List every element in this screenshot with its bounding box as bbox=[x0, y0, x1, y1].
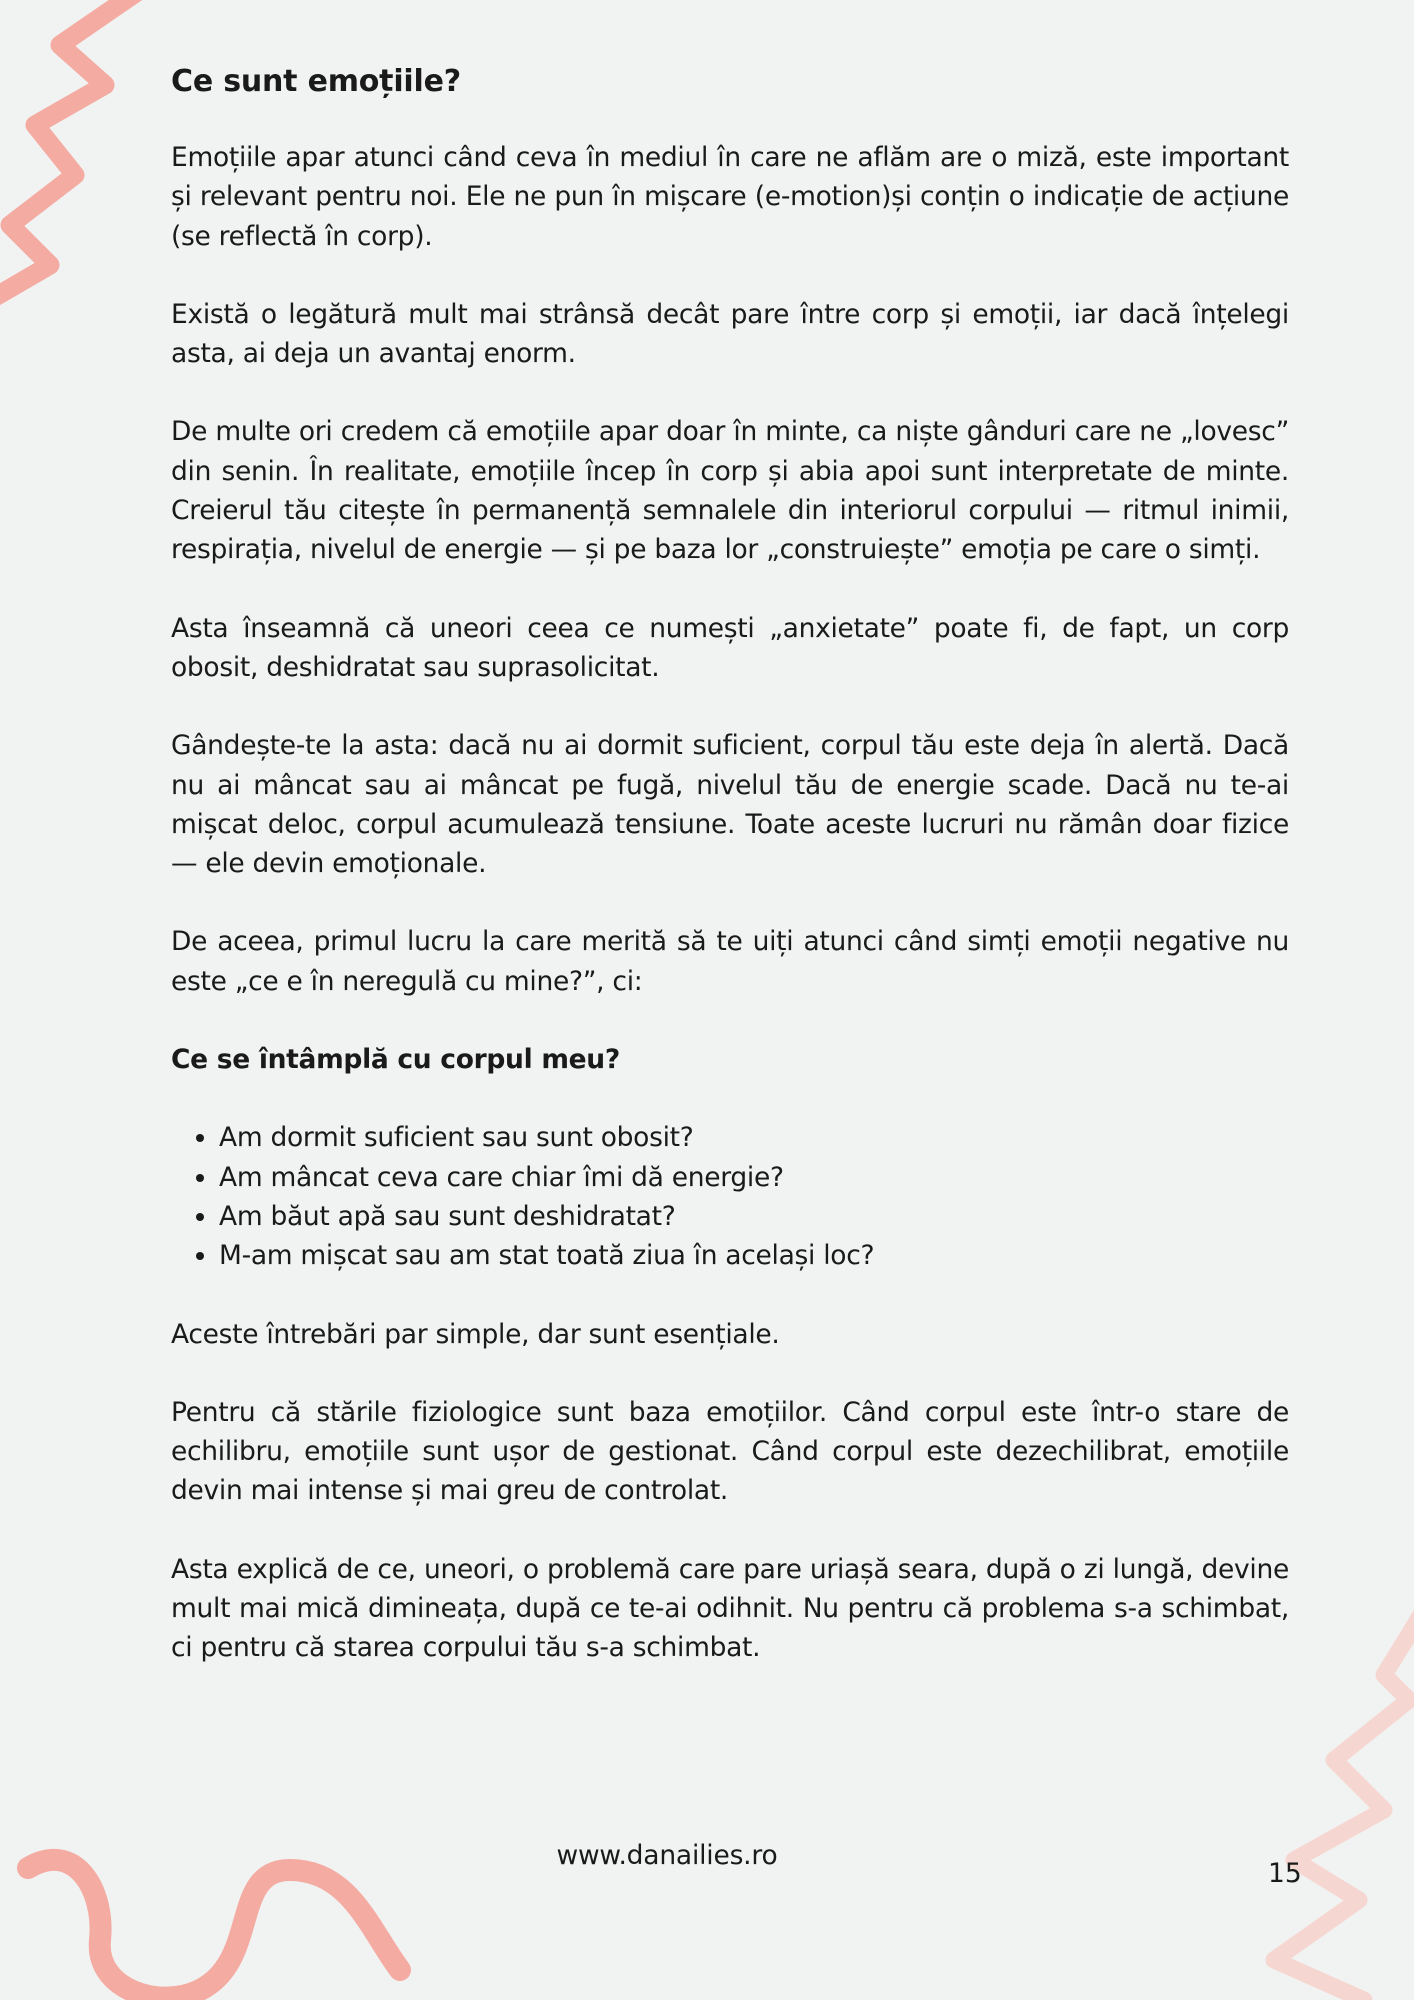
list-item: • M-am mișcat sau am stat toată ziua în același loc? bbox=[219, 1236, 1289, 1275]
paragraph: De aceea, primul lucru la care merită să te uiți atunci când simți emoții negative nu este „ce e în neregulă cu mine?”, ci: bbox=[171, 926, 1289, 997]
paragraph: Asta explică de ce, uneori, o problemă care pare uriașă seara, după o zi lungă, devine mult mai mică dimineața, după ce te-ai odihnit. Nu pentru că problema s-a schimbat, ci pentru că starea corpului tău s-a schimbat. bbox=[171, 1553, 1289, 1664]
page-heading: Ce sunt emoțiile? bbox=[171, 64, 461, 99]
page-number: 15 bbox=[1268, 1858, 1302, 1889]
list-item: • Am dormit suficient sau sunt obosit? bbox=[219, 1118, 1289, 1157]
question-list bbox=[171, 1118, 1289, 1275]
page-content bbox=[171, 60, 1289, 1707]
paragraph: Emoțiile apar atunci când ceva în mediul în care ne aflăm are o miză, este important și relevant pentru noi. Ele ne pun în mișcare (e-motion)și conțin o indicație de acțiune (se reflectă în corp). bbox=[171, 142, 1289, 252]
paragraph: Asta înseamnă că uneori ceea ce numești „anxietate” poate fi, de fapt, un corp obosit, deshidratat sau suprasolicitat. bbox=[171, 612, 1289, 683]
paragraph: De multe ori credem că emoțiile apar doar în minte, ca niște gânduri care ne „lovesc” din senin. În realitate, emoțiile încep în corp și abia apoi sunt interpretate de minte. Creierul tău citește în permanență semnalele din interiorul corpului — ritmul inimii, respirația, nivelul de energie — și pe baza lor „construiește” emoția pe care o simți. bbox=[171, 416, 1289, 566]
paragraph: Pentru că stările fiziologice sunt baza emoțiilor. Când corpul este într-o stare de echilibru, emoțiile sunt ușor de gestionat. Când corpul este dezechilibrat, emoțiile devin mai intense și mai greu de controlat. bbox=[171, 1396, 1289, 1507]
list-item: • Am mâncat ceva care chiar îmi dă energie? bbox=[219, 1158, 1289, 1197]
footer-website: www.danailies.ro bbox=[556, 1840, 778, 1871]
paragraph: Gândește-te la asta: dacă nu ai dormit suficient, corpul tău este deja în alertă. Dacă nu ai mâncat sau ai mâncat pe fugă, nivelul tău de energie scade. Dacă nu te-ai mișcat deloc, corpul acumulează tensiune. Toate aceste lucruri nu rămân doar fizice — ele devin emoționale. bbox=[171, 730, 1289, 880]
top-left-squiggle-decoration bbox=[0, 0, 160, 330]
paragraph: Există o legătură mult mai strânsă decât pare între corp și emoții, iar dacă înțelegi asta, ai deja un avantaj enorm. bbox=[171, 298, 1289, 370]
paragraph: Aceste întrebări par simple, dar sunt esențiale. bbox=[171, 1318, 780, 1350]
section-subheading: Ce se întâmplă cu corpul meu? bbox=[171, 1044, 620, 1076]
list-item: • Am băut apă sau sunt deshidratat? bbox=[219, 1197, 1289, 1236]
